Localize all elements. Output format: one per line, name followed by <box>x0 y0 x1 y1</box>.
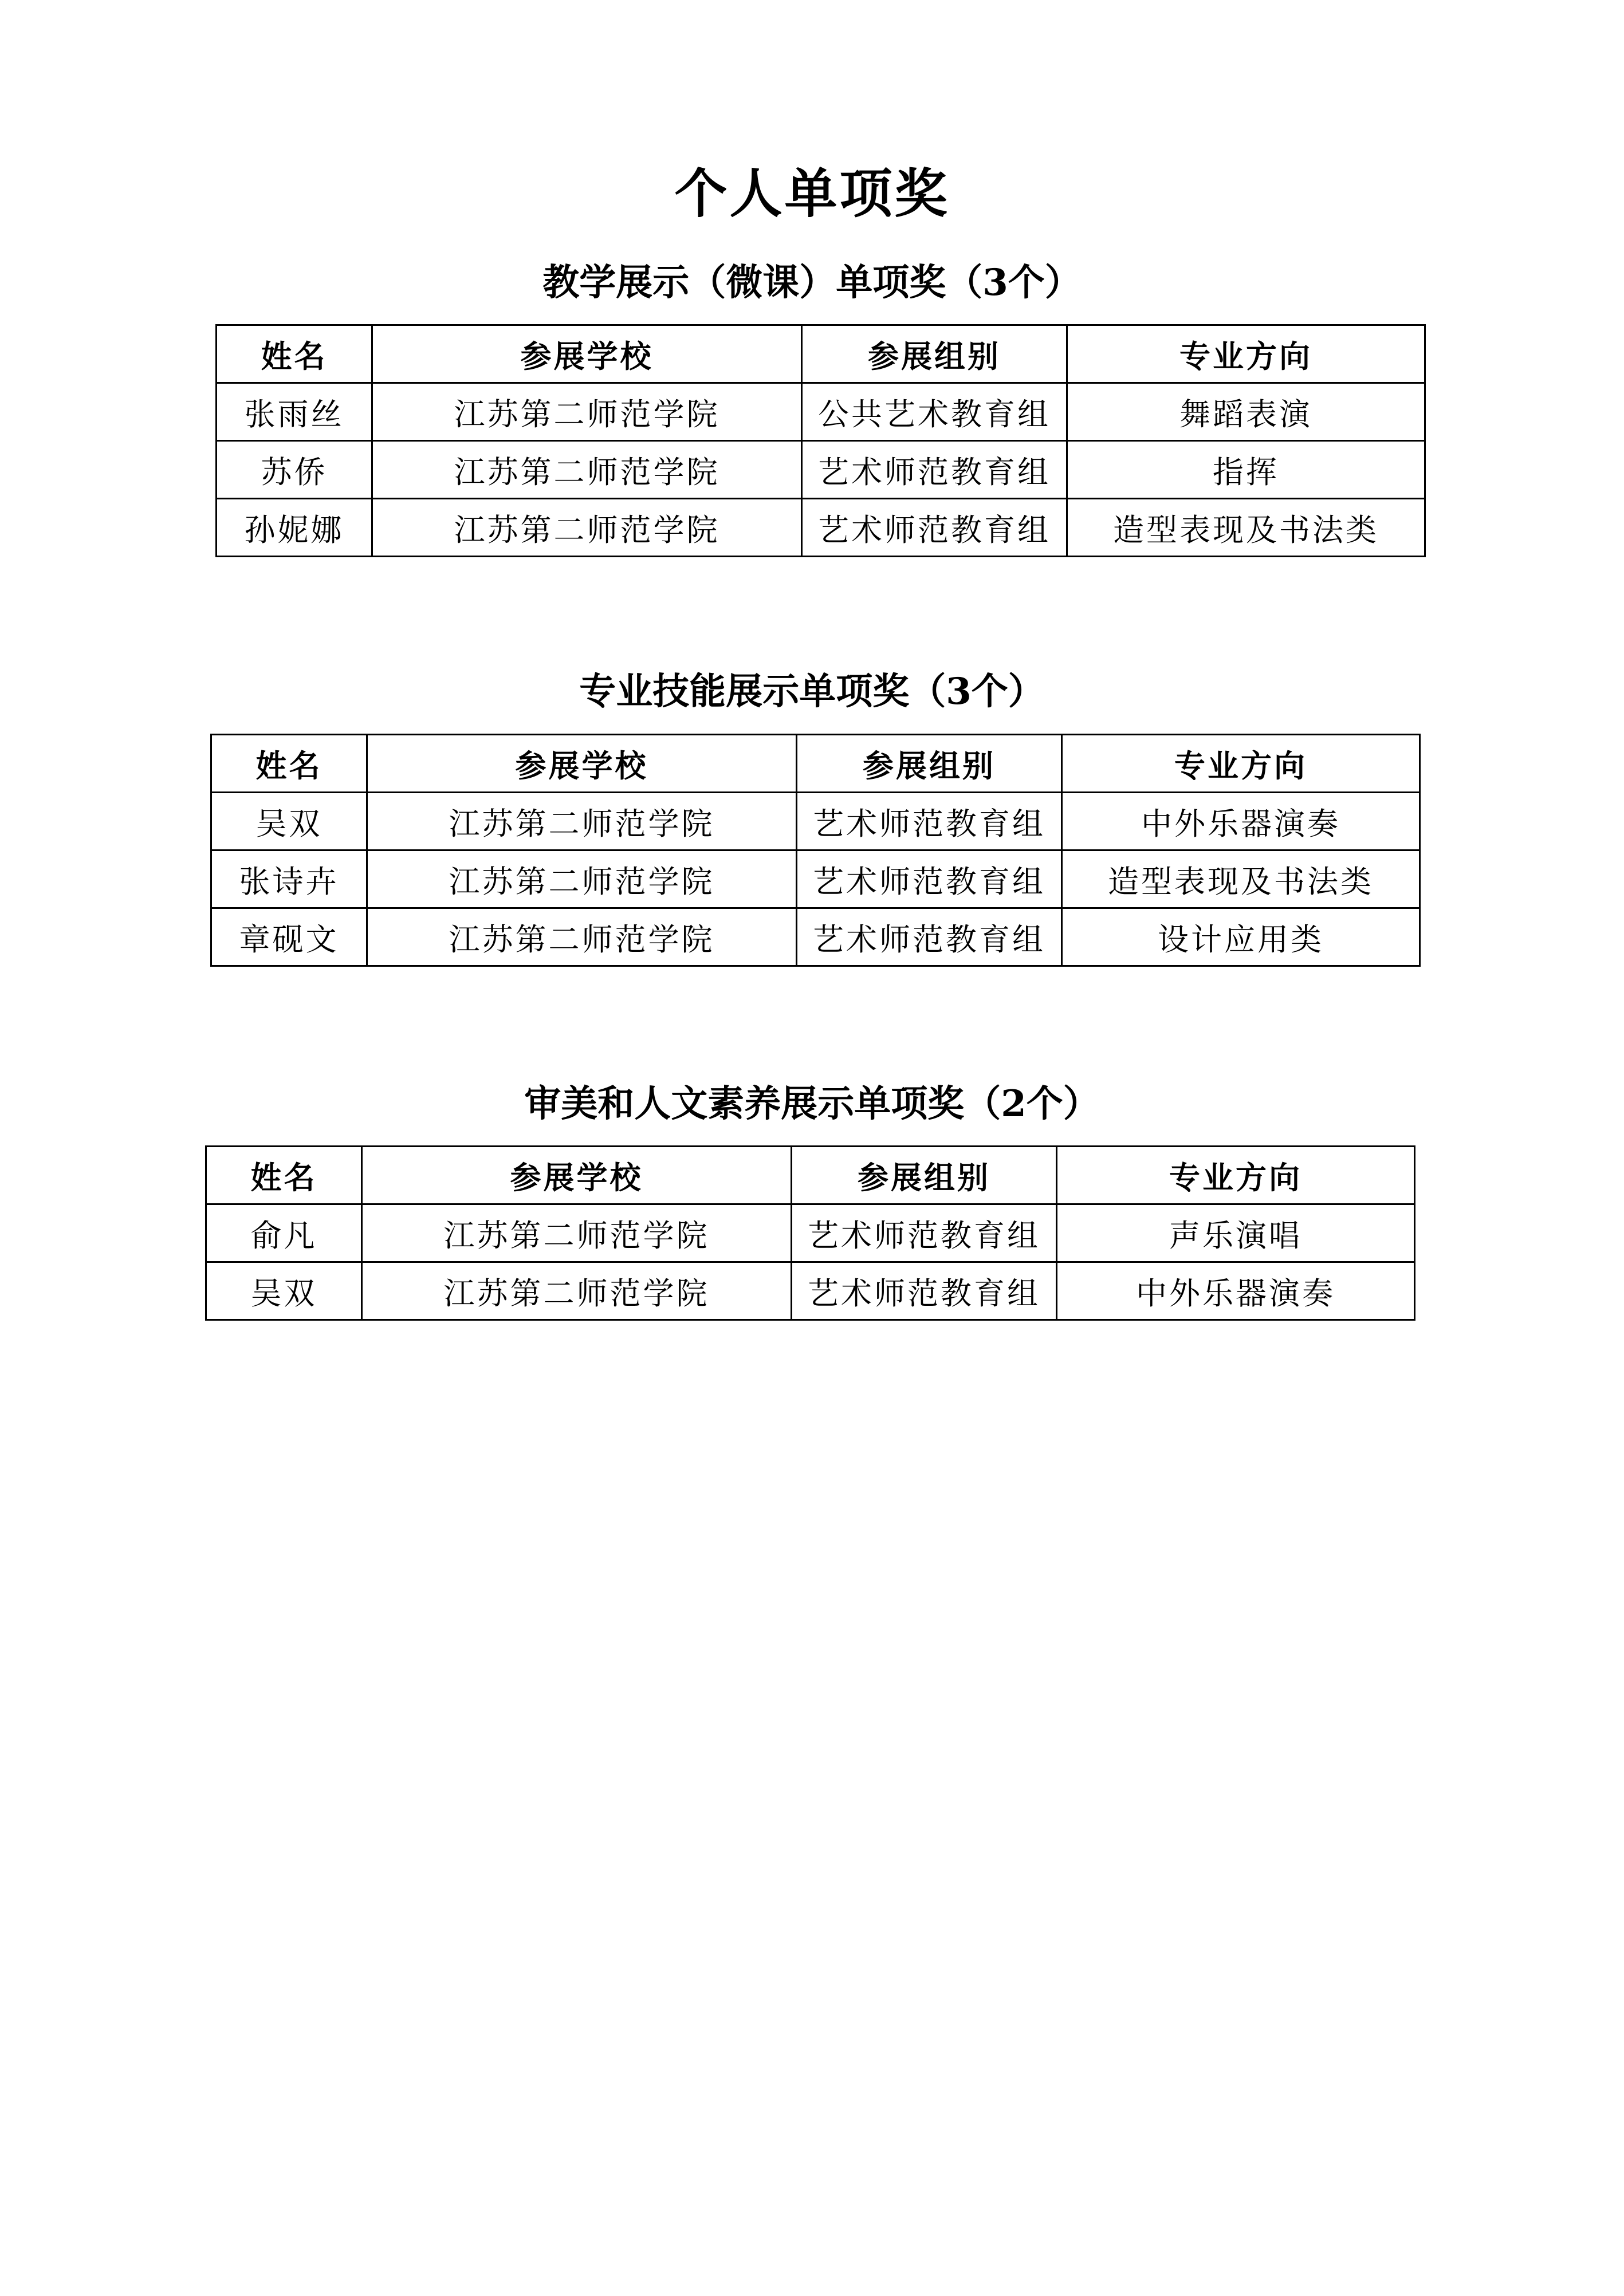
table-row <box>211 793 1420 850</box>
cell-name: 苏侨 <box>217 441 372 499</box>
cell-group: 艺术师范教育组 <box>802 499 1067 557</box>
header-school: 参展学校 <box>372 325 802 383</box>
table-row <box>206 1204 1415 1262</box>
cell-name: 张雨丝 <box>217 383 372 441</box>
header-group: 参展组别 <box>792 1147 1057 1204</box>
cell-major: 指挥 <box>1067 441 1425 499</box>
cell-school: 江苏第二师范学院 <box>372 441 802 499</box>
cell-school: 江苏第二师范学院 <box>362 1262 792 1320</box>
award-table-aesthetics <box>205 1145 1415 1321</box>
cell-group: 艺术师范教育组 <box>797 793 1062 850</box>
table-row <box>211 850 1420 908</box>
cell-name: 张诗卉 <box>211 850 367 908</box>
header-major: 专业方向 <box>1062 735 1420 793</box>
award-table-teaching <box>215 324 1426 557</box>
header-group: 参展组别 <box>802 325 1067 383</box>
cell-school: 江苏第二师范学院 <box>367 793 797 850</box>
table-row <box>217 441 1425 499</box>
cell-name: 吴双 <box>206 1262 362 1320</box>
cell-school: 江苏第二师范学院 <box>372 383 802 441</box>
page-title: 个人单项奖 <box>674 163 950 225</box>
section-title-skills: 专业技能展示单项奖（3个） <box>579 670 1045 713</box>
table-row <box>211 908 1420 966</box>
section-title-aesthetics: 审美和人文素养展示单项奖（2个） <box>524 1082 1100 1125</box>
cell-major: 声乐演唱 <box>1057 1204 1415 1262</box>
cell-major: 中外乐器演奏 <box>1057 1262 1415 1320</box>
table-row <box>217 383 1425 441</box>
cell-major: 造型表现及书法类 <box>1062 850 1420 908</box>
cell-group: 艺术师范教育组 <box>792 1204 1057 1262</box>
header-school: 参展学校 <box>367 735 797 793</box>
header-name: 姓名 <box>206 1147 362 1204</box>
cell-school: 江苏第二师范学院 <box>362 1204 792 1262</box>
table-header-row <box>206 1147 1415 1204</box>
cell-name: 吴双 <box>211 793 367 850</box>
table-header-row <box>211 735 1420 793</box>
cell-group: 艺术师范教育组 <box>792 1262 1057 1320</box>
cell-major: 造型表现及书法类 <box>1067 499 1425 557</box>
award-table-skills <box>210 734 1421 967</box>
cell-name: 孙妮娜 <box>217 499 372 557</box>
header-name: 姓名 <box>217 325 372 383</box>
cell-major: 舞蹈表演 <box>1067 383 1425 441</box>
header-group: 参展组别 <box>797 735 1062 793</box>
cell-school: 江苏第二师范学院 <box>367 850 797 908</box>
cell-group: 艺术师范教育组 <box>797 850 1062 908</box>
header-major: 专业方向 <box>1057 1147 1415 1204</box>
cell-group: 艺术师范教育组 <box>797 908 1062 966</box>
table-row <box>217 499 1425 557</box>
section-title-teaching: 教学展示（微课）单项奖（3个） <box>542 261 1082 304</box>
cell-group: 公共艺术教育组 <box>802 383 1067 441</box>
cell-school: 江苏第二师范学院 <box>372 499 802 557</box>
cell-group: 艺术师范教育组 <box>802 441 1067 499</box>
cell-school: 江苏第二师范学院 <box>367 908 797 966</box>
header-name: 姓名 <box>211 735 367 793</box>
cell-major: 设计应用类 <box>1062 908 1420 966</box>
cell-major: 中外乐器演奏 <box>1062 793 1420 850</box>
header-school: 参展学校 <box>362 1147 792 1204</box>
cell-name: 章砚文 <box>211 908 367 966</box>
header-major: 专业方向 <box>1067 325 1425 383</box>
table-header-row <box>217 325 1425 383</box>
cell-name: 俞凡 <box>206 1204 362 1262</box>
table-row <box>206 1262 1415 1320</box>
